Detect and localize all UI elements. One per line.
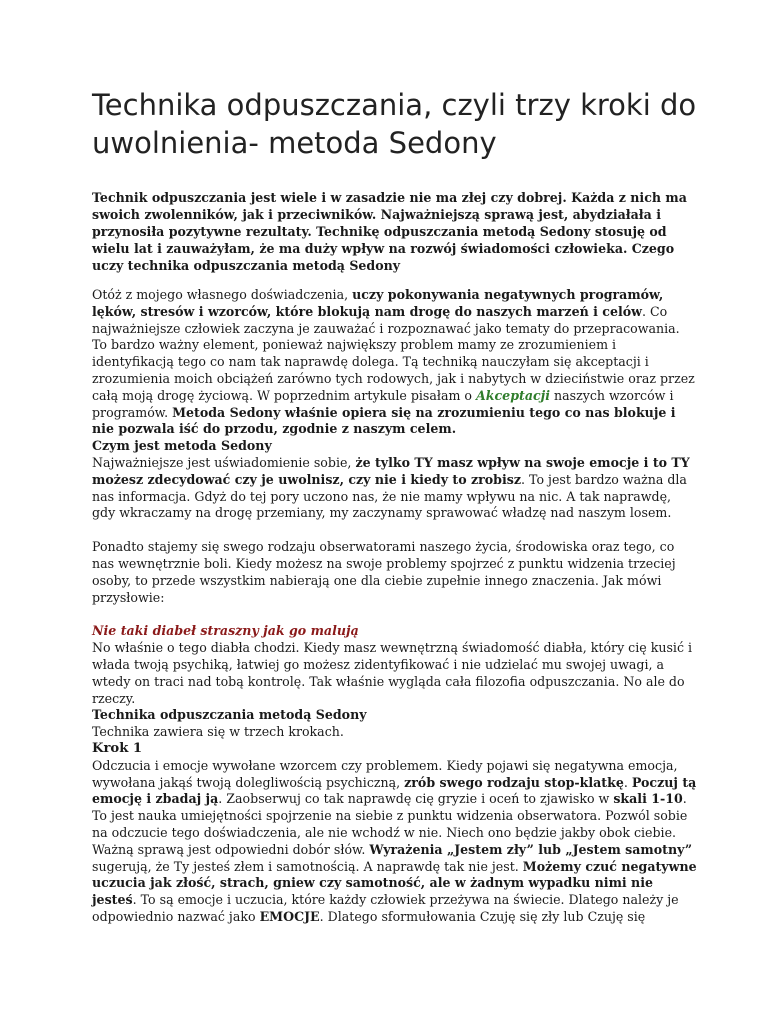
paragraph-3: Ponadto stajemy się swego rodzaju obserwatorami naszego życia, środowiska oraz tego, co nas wewnętrznie boli. Kiedy możesz na swoje problemy spojrzeć z punktu widzenia trzeciej osoby, to przede wszystkim nabierają one dla ciebie zupełnie innego znaczenia. Jak mówi przysłowie: [92, 539, 676, 605]
p1-text-a: Otóż z mojego własnego doświadczenia, [92, 287, 353, 302]
p6-text-a: Odczucia i emocje wywołane wzorcem czy problemem. Kiedy pojawi się negatywna emocja, wywołana jakąś twoją dolegliwością psychiczną, [92, 757, 678, 790]
p1-text-d: naszych wzorców i programów. [92, 387, 674, 420]
p2-text-a: Najważniejsze jest uświadomienie sobie, [92, 454, 356, 470]
p6-bold-f: skali 1-10 [613, 791, 683, 807]
p6-text-g: . To jest nauka umiejętności spojrzenie na siebie z punktu widzenia obserwatora. Pozwól sobie na odczucie tego doświadczenia, ale nie wchodź w nie. Niech ono będzie jakby obok ciebie. Ważną sprawą jest odpowiedni dobór słów. [92, 791, 688, 857]
p6-bold-j: Możemy czuć negatywne uczucia jak złość, strach, gniew czy samotność, ale w żadnym wypadku nimi nie jesteś [92, 858, 697, 908]
p6-bold-b: zrób swego rodzaju stop-klatkę [404, 774, 624, 790]
p6-bold-h: Wyrażenia „Jestem zły” lub „Jestem samotny” [369, 841, 693, 857]
paragraph-5: Technika zawiera się w trzech krokach. [92, 724, 344, 740]
paragraph-1 [92, 287, 698, 438]
akceptacji-link[interactable]: Akceptacji [476, 387, 550, 403]
p2-text-c: . To jest bardzo ważna dla nas informacja. Gdyż do tej pory uczono nas, że nie mamy wpływu na nic. A tak naprawdę, gdy wkraczamy na drogę przemiany, my zaczynamy sprawować władzę nad naszym losem. [92, 471, 687, 521]
paragraph-2 [92, 455, 698, 522]
proverb-heading: Nie taki diabeł straszny jak go malują [92, 623, 359, 639]
paragraph-4: No właśnie o tego diabła chodzi. Kiedy masz wewnętrzną świadomość diabła, który cię kusić i włada twoją psychiką, łatwiej go możesz zidentyfikować i nie udzielać mu swojej uwagi, a wtedy on traci nad tobą kontrolę. Tak właśnie wygląda cała filozofia odpuszczania. No ale do rzeczy. [92, 640, 693, 706]
article-body [92, 287, 698, 926]
heading-krok-1: Krok 1 [92, 740, 143, 756]
p6-text-e: . Zaobserwuj co tak naprawdę cię gryzie i oceń to zjawisko w [218, 791, 614, 807]
p6-text-i: sugerują, że Ty jesteś złem i samotnością. A naprawdę tak nie jest. [92, 858, 523, 874]
spacer [92, 606, 698, 623]
p6-text-c: . [623, 774, 632, 790]
p6-text-k: . To są emocje i uczucia, które każdy człowiek przeżywa na świecie. Dlatego należy je odpowiednio nazwać jako [92, 892, 679, 924]
p1-bold-e: Metoda Sedony właśnie opiera się na zrozumieniu tego co nas blokuje i nie pozwala iść do przodu, zgodnie z naszym celem. [92, 404, 676, 437]
p6-bold-d: Poczuj tą emocję i zbadaj ją [92, 774, 697, 807]
page-title: Technika odpuszczania, czyli trzy kroki do uwolnienia- metoda Sedony [92, 88, 697, 160]
p1-bold-b: uczy pokonywania negatywnych programów, lęków, stresów i wzorców, które blokują nam drogę do naszych marzeń i celów [92, 287, 664, 319]
heading-czym-jest: Czym jest metoda Sedony [92, 438, 272, 454]
p6-text-m: . Dlatego sformułowania Czuję się zły lub Czuję się [319, 908, 646, 924]
intro-paragraph: Technik odpuszczania jest wiele i w zasadzie nie ma złej czy dobrej. Każda z nich ma swoich zwolenników, jak i przeciwników. Najważniejszą sprawą jest, abydziałała i przynosiła pozytywne rezultaty. Technikę odpuszczania metodą Sedony stosuję od wielu lat i zauważyłam, że ma duży wpływ na rozwój świadomości człowieka. Czego uczy technika odpuszczania metodą Sedony [92, 190, 687, 273]
p1-text-c: . Co najważniejsze człowiek zaczyna je zauważać i rozpoznawać jako tematy do przepracowania. To bardzo ważny element, ponieważ największy problem mamy ze zrozumieniem i identyfikacją tego co nam tak naprawdę dolega. Tą techniką nauczyłam się akceptacji i zrozumienia moich obciążeń zarówno tych rodowych, jak i nabytych w dzieciństwie oraz przez całą moją drogę życiową. W poprzednim artykule pisałam o [92, 303, 695, 403]
spacer [92, 522, 698, 539]
paragraph-6 [92, 758, 698, 926]
p6-bold-l: EMOCJE [259, 908, 320, 924]
heading-technika: Technika odpuszczania metodą Sedony [92, 707, 367, 723]
p2-bold-b: że tylko TY masz wpływ na swoje emocje i to TY możesz zdecydować czy je uwolnisz, czy nie i kiedy to zrobisz [92, 454, 690, 487]
